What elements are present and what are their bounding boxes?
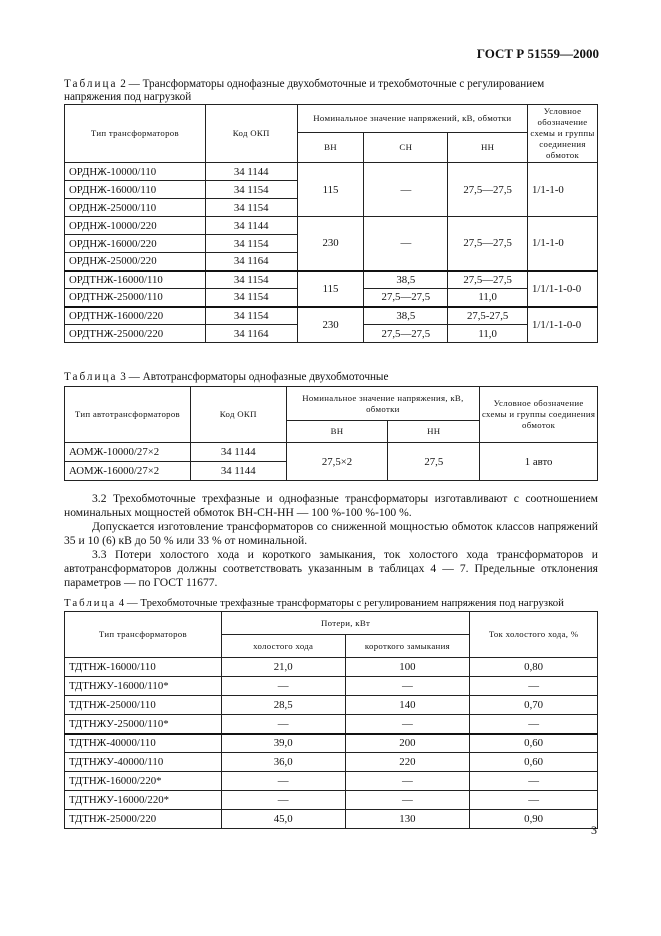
table4-label: Таблица	[64, 597, 117, 609]
idle-loss-cell: 45,0	[221, 810, 345, 829]
t3-header-nominal: Номинальное значение напряжения, кВ, обмотки	[286, 387, 480, 421]
t3-header-okp: Код ОКП	[190, 387, 286, 443]
idle-current-cell: —	[470, 772, 598, 791]
body-text	[64, 492, 598, 590]
okp-cell: 34 1154	[205, 271, 297, 289]
okp-cell: 34 1144	[205, 163, 297, 181]
scheme-cell: 1/1/1-1-0-0	[528, 307, 598, 343]
table-row	[65, 677, 598, 696]
table4-caption-text: 4 — Трехобмоточные трехфазные трансформаторы с регулированием напряжения под нагрузкой	[118, 597, 564, 609]
nn-cell: 27,5—27,5	[448, 163, 528, 217]
okp-cell: 34 1144	[190, 462, 286, 481]
t2-header-vn: ВН	[297, 133, 364, 163]
short-loss-cell: 200	[345, 734, 470, 753]
okp-cell: 34 1144	[205, 217, 297, 235]
nn-cell: 27,5—27,5	[448, 271, 528, 289]
idle-current-cell: —	[470, 715, 598, 734]
sn-cell: 38,5	[364, 307, 448, 325]
type-cell: ТДТНЖУ-16000/220*	[65, 791, 222, 810]
type-cell: АОМЖ-10000/27×2	[65, 443, 191, 462]
document-id: ГОСТ Р 51559—2000	[476, 46, 599, 61]
idle-loss-cell: 36,0	[221, 753, 345, 772]
table-row	[65, 696, 598, 715]
t4-header-short: короткого замыкания	[345, 635, 470, 658]
scheme-cell: 1/1-1-0	[528, 217, 598, 271]
idle-current-cell: —	[470, 791, 598, 810]
nn-cell: 27,5	[388, 443, 480, 481]
short-loss-cell: 130	[345, 810, 470, 829]
idle-current-cell: 0,60	[470, 753, 598, 772]
idle-loss-cell: —	[221, 715, 345, 734]
table4	[64, 611, 598, 829]
idle-loss-cell: —	[221, 791, 345, 810]
t3-header-scheme: Условное обозначение схемы и группы соединения обмоток	[480, 387, 598, 443]
t2-header-nominal: Номинальное значение напряжений, кВ, обмотки	[297, 105, 527, 133]
okp-cell: 34 1154	[205, 235, 297, 253]
okp-cell: 34 1164	[205, 253, 297, 271]
type-cell: ТДТНЖ-25000/110	[65, 696, 222, 715]
t4-header-losses: Потери, кВт	[221, 612, 469, 635]
type-cell: АОМЖ-16000/27×2	[65, 462, 191, 481]
idle-current-cell: 0,60	[470, 734, 598, 753]
table2-caption	[64, 78, 598, 104]
table-row	[65, 753, 598, 772]
table3	[64, 386, 598, 481]
vn-cell: 230	[297, 217, 364, 271]
idle-loss-cell: —	[221, 677, 345, 696]
t2-header-nn: НН	[448, 133, 528, 163]
t4-header-idle: холостого хода	[221, 635, 345, 658]
nn-cell: 27,5-27,5	[448, 307, 528, 325]
vn-cell: 27,5×2	[286, 443, 388, 481]
type-cell: ОРДТНЖ-16000/110	[65, 271, 206, 289]
t3-header-nn: НН	[388, 421, 480, 443]
short-loss-cell: 140	[345, 696, 470, 715]
t2-header-type: Тип трансформаторов	[65, 105, 206, 163]
page-number: 3	[591, 823, 597, 837]
t2-header-sn: СН	[364, 133, 448, 163]
okp-cell: 34 1154	[205, 307, 297, 325]
short-loss-cell: —	[345, 791, 470, 810]
idle-current-cell: 0,70	[470, 696, 598, 715]
idle-current-cell: 0,80	[470, 658, 598, 677]
table2-caption-text: 2 — Трансформаторы однофазные двухобмоточные и трехобмоточные с регулированием напряжения под нагрузкой	[64, 78, 545, 103]
table-row	[65, 791, 598, 810]
type-cell: ОРДТНЖ-16000/220	[65, 307, 206, 325]
sn-cell: 27,5—27,5	[364, 325, 448, 343]
table-row	[65, 772, 598, 791]
nn-cell: 11,0	[448, 325, 528, 343]
type-cell: ТДТНЖ-25000/220	[65, 810, 222, 829]
scheme-cell: 1/1-1-0	[528, 163, 598, 217]
table-row	[65, 443, 598, 462]
table-row	[65, 163, 598, 181]
short-loss-cell: 220	[345, 753, 470, 772]
type-cell: ОРДТНЖ-25000/220	[65, 325, 206, 343]
table-row	[65, 715, 598, 734]
table-row	[65, 271, 598, 289]
okp-cell: 34 1154	[205, 181, 297, 199]
nn-cell: 27,5—27,5	[448, 217, 528, 271]
vn-cell: 230	[297, 307, 364, 343]
table4-caption	[64, 597, 598, 610]
vn-cell: 115	[297, 163, 364, 217]
paragraph-3-2: 3.2 Трехобмоточные трехфазные и однофазные трансформаторы изготавливают с соотношением номинальных мощностей обмоток ВН-СН-НН — 100 %-100 %-100 %.	[64, 492, 598, 519]
type-cell: ТДТНЖУ-16000/110*	[65, 677, 222, 696]
type-cell: ТДТНЖ-16000/220*	[65, 772, 222, 791]
type-cell: ОРДТНЖ-25000/110	[65, 289, 206, 307]
sn-cell: —	[364, 217, 448, 271]
short-loss-cell: —	[345, 715, 470, 734]
table3-label: Таблица	[64, 371, 118, 383]
scheme-cell: 1 авто	[480, 443, 598, 481]
idle-current-cell: 0,90	[470, 810, 598, 829]
idle-loss-cell: 28,5	[221, 696, 345, 715]
table3-caption-text: 3 — Автотрансформаторы однофазные двухобмоточные	[120, 371, 389, 383]
table2	[64, 104, 598, 343]
table-row	[65, 734, 598, 753]
type-cell: ОРДНЖ-25000/220	[65, 253, 206, 271]
short-loss-cell: —	[345, 677, 470, 696]
table3-caption	[64, 371, 598, 384]
vn-cell: 115	[297, 271, 364, 307]
okp-cell: 34 1164	[205, 325, 297, 343]
type-cell: ОРДНЖ-16000/110	[65, 181, 206, 199]
okp-cell: 34 1154	[205, 199, 297, 217]
idle-loss-cell: 39,0	[221, 734, 345, 753]
t2-header-scheme: Условное обозначение схемы и группы соединения обмоток	[528, 105, 598, 163]
sn-cell: 38,5	[364, 271, 448, 289]
type-cell: ТДТНЖУ-25000/110*	[65, 715, 222, 734]
t3-header-type: Тип автотрансформаторов	[65, 387, 191, 443]
nn-cell: 11,0	[448, 289, 528, 307]
paragraph-3-3: 3.3 Потери холостого хода и короткого замыкания, ток холостого хода трансформаторов и автотрансформаторов должны соответствовать указанным в таблицах 4 — 7. Предельные отклонения параметров — по ГОСТ 11677.	[64, 548, 598, 589]
scheme-cell: 1/1/1-1-0-0	[528, 271, 598, 307]
type-cell: ОРДНЖ-10000/220	[65, 217, 206, 235]
okp-cell: 34 1154	[205, 289, 297, 307]
short-loss-cell: —	[345, 772, 470, 791]
type-cell: ОРДНЖ-16000/220	[65, 235, 206, 253]
type-cell: ТДТНЖ-16000/110	[65, 658, 222, 677]
table-row	[65, 658, 598, 677]
idle-loss-cell: 21,0	[221, 658, 345, 677]
table-row	[65, 810, 598, 829]
type-cell: ТДТНЖУ-40000/110	[65, 753, 222, 772]
table2-label: Таблица	[64, 78, 118, 90]
paragraph-allowed: Допускается изготовление трансформаторов со сниженной мощностью обмоток классов напряжений 35 и 10 (6) кВ до 50 % или 33 % от номинальной.	[64, 520, 598, 547]
idle-current-cell: —	[470, 677, 598, 696]
type-cell: ТДТНЖ-40000/110	[65, 734, 222, 753]
idle-loss-cell: —	[221, 772, 345, 791]
t3-header-vn: ВН	[286, 421, 388, 443]
table-row	[65, 217, 598, 235]
short-loss-cell: 100	[345, 658, 470, 677]
t2-header-okp: Код ОКП	[205, 105, 297, 163]
sn-cell: —	[364, 163, 448, 217]
sn-cell: 27,5—27,5	[364, 289, 448, 307]
table-row	[65, 307, 598, 325]
t4-header-current: Ток холостого хода, %	[470, 612, 598, 658]
type-cell: ОРДНЖ-25000/110	[65, 199, 206, 217]
type-cell: ОРДНЖ-10000/110	[65, 163, 206, 181]
okp-cell: 34 1144	[190, 443, 286, 462]
t4-header-type: Тип трансформаторов	[65, 612, 222, 658]
